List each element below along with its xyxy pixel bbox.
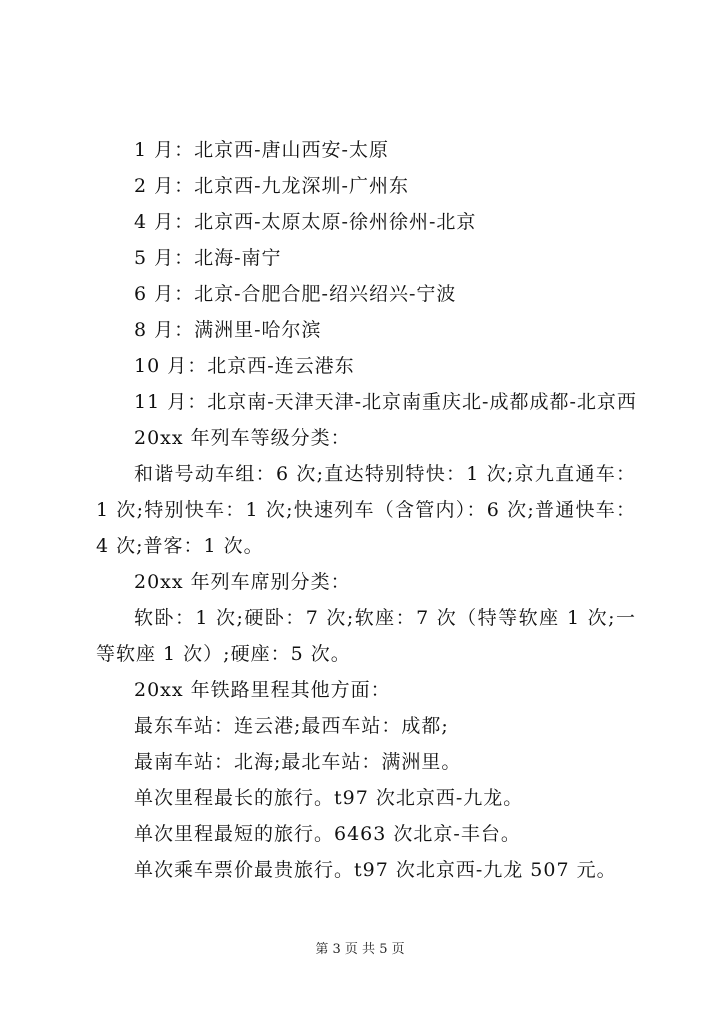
mileage-heading: 20xx 年铁路里程其他方面：: [134, 679, 391, 701]
priciest-trip: 单次乘车票价最贵旅行。t97 次北京西-九龙 507 元。: [134, 859, 617, 881]
route-line-nov: 11 月：北京南-天津天津-北京南重庆北-成都成都-北京西: [134, 391, 637, 413]
route-line-apr: 4 月：北京西-太原太原-徐州徐州-北京: [134, 211, 477, 233]
stations-east-west: 最东车站：连云港;最西车站：成都;: [134, 715, 449, 737]
longest-trip: 单次里程最长的旅行。t97 次北京西-九龙。: [134, 787, 524, 809]
route-line-feb: 2 月：北京西-九龙深圳-广州东: [134, 175, 409, 197]
shortest-trip: 单次里程最短的旅行。6463 次北京-丰台。: [134, 823, 521, 845]
stations-south-north: 最南车站：北海;最北车站：满洲里。: [134, 751, 462, 773]
seat-class-text: 软卧：1 次;硬卧：7 次;软座：7 次（特等软座 1 次;一等软座 1 次）;硬座：5 次。: [96, 607, 636, 665]
page-footer: 第 3 页 共 5 页: [315, 942, 405, 957]
route-line-oct: 10 月：北京西-连云港东: [134, 355, 355, 377]
route-line-jan: 1 月：北京西-唐山西安-太原: [134, 139, 389, 161]
route-line-aug: 8 月：满洲里-哈尔滨: [134, 319, 322, 341]
page-content: [96, 132, 636, 888]
seat-class-heading: 20xx 年列车席别分类：: [134, 571, 351, 593]
route-line-may: 5 月：北海-南宁: [134, 247, 282, 269]
train-class-text: 和谐号动车组：6 次;直达特别特快：1 次;京九直通车：1 次;特别快车：1 次;快速列车（含管内）：6 次;普通快车：4 次;普客：1 次。: [96, 463, 636, 557]
train-class-heading: 20xx 年列车等级分类：: [134, 427, 351, 449]
route-line-jun: 6 月：北京-合肥合肥-绍兴绍兴-宁波: [134, 283, 457, 305]
